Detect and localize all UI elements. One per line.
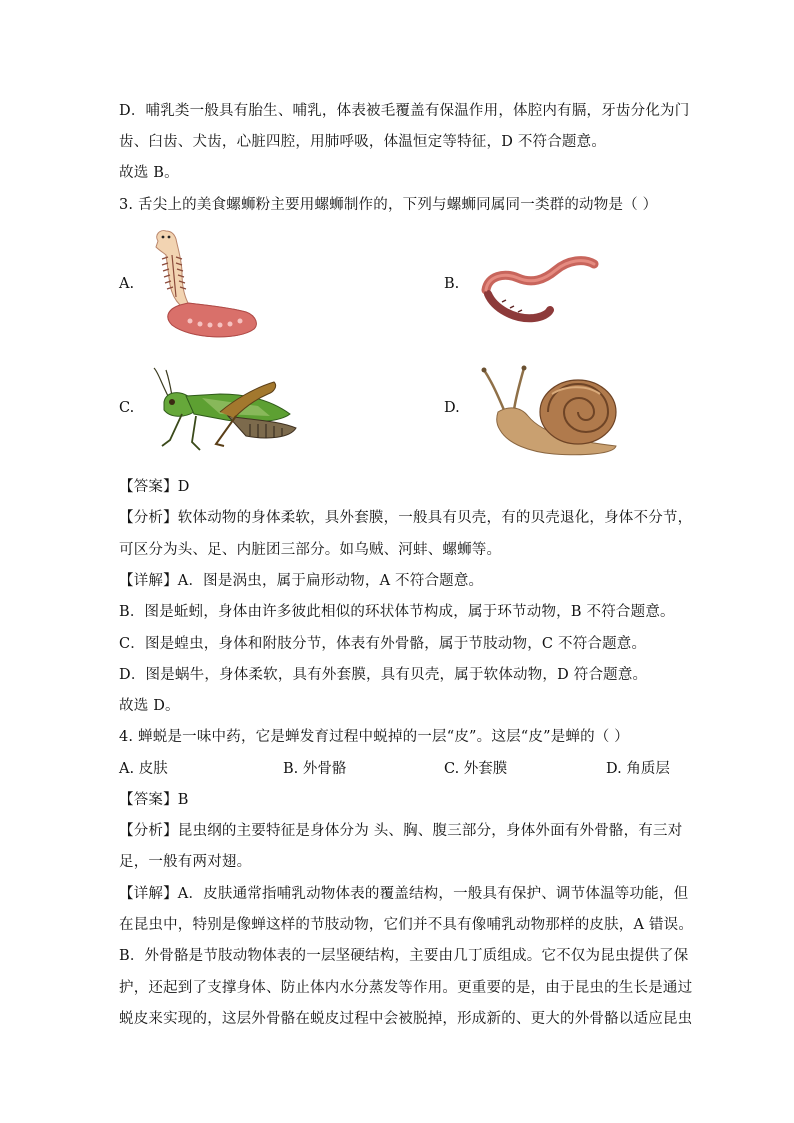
option-c-label: C. xyxy=(119,400,135,416)
option-b-label: B. xyxy=(444,276,460,292)
q4-detail-line3: B．外骨骼是节肢动物体表的一层坚硬结构，主要由几丁质组成。它不仅为昆虫提供了保 xyxy=(119,948,689,964)
earthworm-image xyxy=(478,250,600,326)
q4-detail-line5: 蜕皮来实现的，这层外骨骼在蜕皮过程中会被脱掉，形成新的、更大的外骨骼以适应昆虫 xyxy=(119,1011,693,1027)
q4-choice-d: D. 角质层 xyxy=(606,761,670,777)
q3-answer: 【答案】D xyxy=(119,479,190,495)
planarian-image xyxy=(146,225,261,343)
prev-answer-d-line2: 齿、臼齿、犬齿，心脏四腔，用肺呼吸，体温恒定等特征，D 不符合题意。 xyxy=(119,134,607,150)
q3-choose: 故选 D。 xyxy=(119,698,180,714)
snail-image xyxy=(474,364,620,458)
q4-stem: 4. 蝉蜕是一味中药，它是蝉发育过程中蜕掉的一层“皮”。这层“皮”是蝉的（ ） xyxy=(119,729,630,745)
q3-detail-c: C．图是蝗虫，身体和附肢分节，体表有外骨骼，属于节肢动物，C 不符合题意。 xyxy=(119,636,647,652)
q4-choice-b: B. 外骨骼 xyxy=(283,761,347,777)
q4-analysis-line2: 足，一般有两对翅。 xyxy=(119,854,252,870)
prev-choose: 故选 B。 xyxy=(119,165,179,181)
q3-analysis-line2: 可区分为头、足、内脏团三部分。如乌贼、河蚌、螺蛳等。 xyxy=(119,542,502,558)
q3-stem: 3. 舌尖上的美食螺蛳粉主要用螺蛳制作的，下列与螺蛳同属同一类群的动物是（ ） xyxy=(119,197,658,213)
option-a-label: A. xyxy=(119,276,135,292)
q3-detail-b: B．图是蚯蚓，身体由许多彼此相似的环状体节构成，属于环节动物，B 不符合题意。 xyxy=(119,604,675,620)
q3-detail-d: D．图是蜗牛，身体柔软，具有外套膜，具有贝壳，属于软体动物，D 符合题意。 xyxy=(119,667,648,683)
q4-detail-line1: 【详解】A．皮肤通常指哺乳动物体表的覆盖结构，一般具有保护、调节体温等功能，但 xyxy=(119,886,689,902)
q4-detail-line2: 在昆虫中，特别是像蝉这样的节肢动物，它们并不具有像哺乳动物那样的皮肤，A 错误。 xyxy=(119,917,694,933)
grasshopper-image xyxy=(150,366,300,458)
q4-choice-a: A. 皮肤 xyxy=(119,761,168,777)
q4-analysis-line1: 【分析】昆虫纲的主要特征是身体分为 头、胸、腹三部分，身体外面有外骨骼，有三对 xyxy=(119,823,683,839)
q3-detail-a: 【详解】A．图是涡虫，属于扁形动物，A 不符合题意。 xyxy=(119,573,484,589)
q4-choice-c: C. 外套膜 xyxy=(444,761,508,777)
option-d-label: D. xyxy=(444,400,460,416)
q4-answer: 【答案】B xyxy=(119,792,189,808)
prev-answer-d-line1: D．哺乳类一般具有胎生、哺乳，体表被毛覆盖有保温作用，体腔内有膈，牙齿分化为门 xyxy=(119,103,690,119)
q3-analysis-line1: 【分析】软体动物的身体柔软，具外套膜，一般具有贝壳，有的贝壳退化，身体不分节， xyxy=(119,510,693,526)
q4-detail-line4: 护，还起到了支撑身体、防止体内水分蒸发等作用。更重要的是，由于昆虫的生长是通过 xyxy=(119,980,693,996)
